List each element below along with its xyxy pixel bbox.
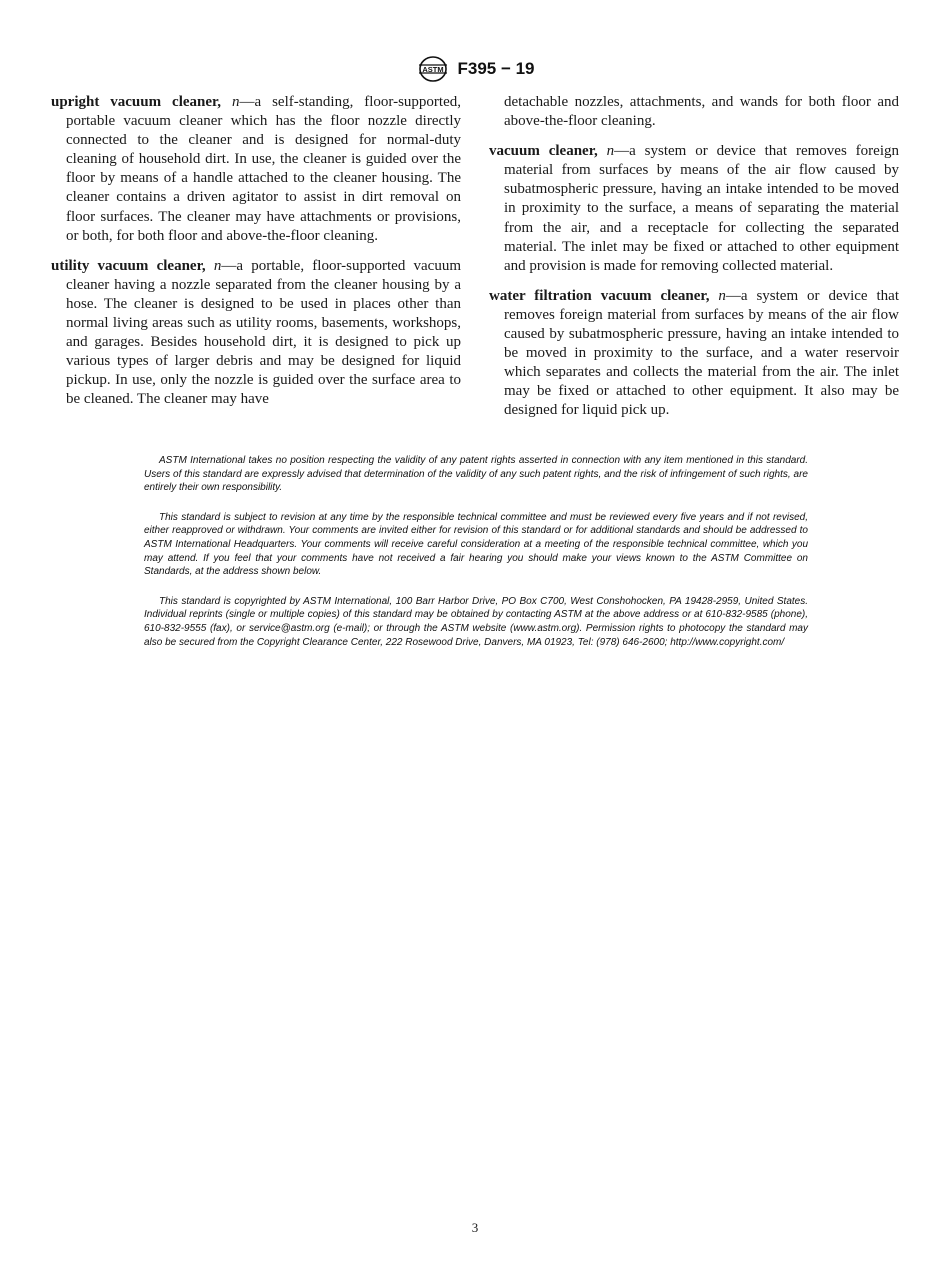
term-name: vacuum cleaner, xyxy=(489,143,598,160)
patent-notice: ASTM International takes no position respecting the validity of any patent rights asserted in connection with any item mentioned in this standard. Users of this standard are expressly advised that determination of the validity of any such patent rights, and the risk of infringement of such rights, are entirely their own responsibility. xyxy=(144,455,808,494)
copyright-notice: This standard is copyrighted by ASTM International, 100 Barr Harbor Drive, PO Box C700, West Conshohocken, PA 19428-2959, United States. Individual reprints (single or multiple copies) of this standard may be obtained by contacting ASTM at the above address or at 610-832-9585 (phone), 610-832-9555 (fax), or service@astm.org (e-mail); or through the ASTM website (www.astm.org). Permission rights to photocopy the standard may also be secured from the Copyright Clearance Center, 222 Rosewood Drive, Danvers, MA 01923, Tel: (978) 646-2600; http://www.copyright.com/ xyxy=(144,595,808,648)
svg-text:ASTM: ASTM xyxy=(422,64,445,74)
astm-logo-icon xyxy=(415,56,451,82)
definition-upright-vacuum-cleaner xyxy=(51,93,461,246)
definition-vacuum-cleaner xyxy=(489,142,899,276)
left-column xyxy=(51,93,461,421)
revision-notice: This standard is subject to revision at any time by the responsible technical committee and must be reviewed every five years and if not revised, either reapproved or withdrawn. Your comments are invited either for revision of this standard or for additional standards and should be addressed to ASTM International Headquarters. Your comments will receive careful consideration at a meeting of the responsible technical committee, which you may attend. If you feel that your comments have not received a fair hearing you should make your views known to the ASTM Committee on Standards, at the address shown below. xyxy=(144,511,808,578)
definition-utility-vacuum-cleaner xyxy=(51,257,461,410)
term-name: utility vacuum cleaner, xyxy=(51,257,206,274)
page-header xyxy=(0,56,950,82)
term-name: water filtration vacuum cleaner, xyxy=(489,287,710,304)
term-definition: —a system or device that removes foreign material from surfaces by means of the air flow caused by subatmospheric pressure, having an intake intended to be moved in proximity to the surface, a means of separating the material from the air, and a receptacle for collecting the separated material. The inlet may be fixed or attached to other equipment and provision is made for removing collected material. xyxy=(504,143,899,274)
definition-water-filtration-vacuum-cleaner xyxy=(489,287,899,421)
part-of-speech: n xyxy=(606,143,615,160)
standard-designation: F395 − 19 xyxy=(457,59,535,78)
right-column xyxy=(489,93,899,432)
part-of-speech: n xyxy=(213,257,222,274)
part-of-speech: n xyxy=(232,94,240,110)
term-definition: —a portable, floor-supported vacuum cleaner having a nozzle separated from the cleaner housing by a hose. The cleaner is designed to be used in places other than normal living areas such as utility rooms, basements, workshops, and garages. Besides household dirt, it is designed to pick up various types of larger debris and may be designed for liquid pickup. In use, only the nozzle is guided over the surface area to be cleaned. The cleaner may have xyxy=(66,257,462,408)
term-definition: —a system or device that removes foreign material from surfaces by means of the air flow caused by subatmospheric pressure, having an intake intended to be moved in proximity to the surface, and a water reservoir which separates and collects the material from the air. The inlet may be fixed or attached to other equipment. It also may be designed for liquid pick up. xyxy=(504,287,899,419)
legal-notices xyxy=(144,454,808,665)
definition-continuation: detachable nozzles, attachments, and wands for both floor and above-the-floor cleaning. xyxy=(504,94,899,130)
term-definition: —a self-standing, floor-supported, portable vacuum cleaner which has the floor nozzle directly connected to the cleaner and is designed for normal-duty cleaning of household dirt. In use, the cleaner is guided over the floor by means of a handle attached to the cleaner housing. The cleaner contains a driven agitator to assist in dirt removal on floor surfaces. The cleaner may have attachments or provisions, or both, for both floor and above-the-floor cleaning. xyxy=(66,94,462,244)
page-number: 3 xyxy=(471,1220,479,1235)
part-of-speech: n xyxy=(718,287,726,304)
term-name: upright vacuum cleaner, xyxy=(51,94,222,110)
